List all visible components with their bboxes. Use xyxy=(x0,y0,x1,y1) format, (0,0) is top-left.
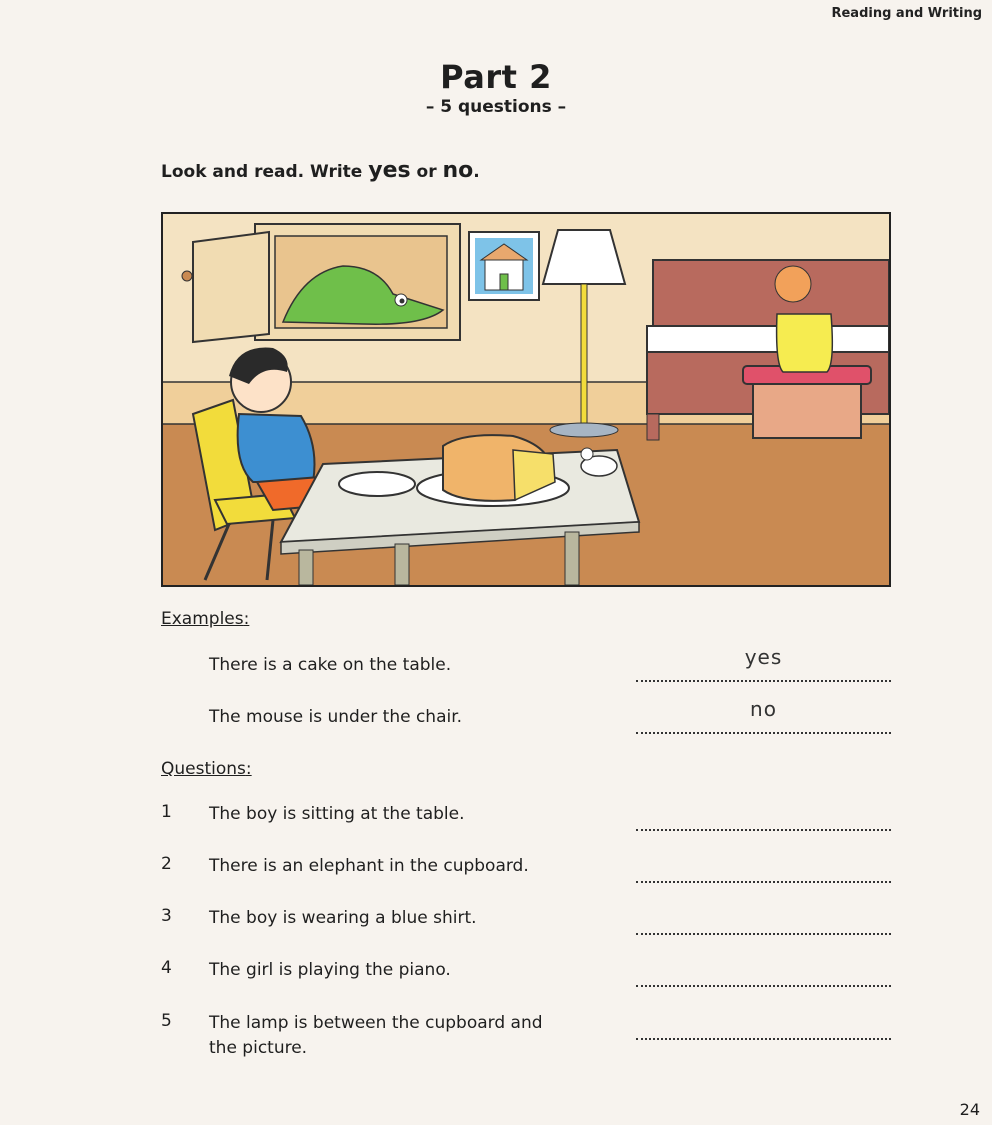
answer-field[interactable] xyxy=(636,1030,891,1040)
question-number: 5 xyxy=(161,1011,172,1031)
examples-label-text: Examples xyxy=(161,609,244,629)
example-answer: yes xyxy=(744,645,783,669)
example-row xyxy=(161,645,891,679)
answer-field[interactable] xyxy=(636,873,891,883)
part-title: Part 2 xyxy=(440,58,552,96)
instruction xyxy=(161,158,480,183)
question-row xyxy=(161,906,891,932)
question-number: 3 xyxy=(161,906,172,926)
question-text: The lamp is between the cupboard and the picture. xyxy=(209,1013,543,1058)
example-text: The mouse is under the chair. xyxy=(209,707,463,727)
questions-label-text: Questions xyxy=(161,759,246,779)
instruction-no-word: no xyxy=(442,158,474,183)
house-picture xyxy=(469,232,539,300)
examples-label: Examples: xyxy=(161,609,250,629)
question-row xyxy=(161,854,891,880)
answer-field[interactable] xyxy=(636,821,891,831)
question-number: 4 xyxy=(161,958,172,978)
question-row xyxy=(161,802,891,828)
question-text: The boy is sitting at the table. xyxy=(209,804,465,824)
page-number: 24 xyxy=(959,1100,980,1119)
question-number: 1 xyxy=(161,802,172,822)
example-answer-line xyxy=(636,672,891,682)
section-header: Reading and Writing xyxy=(831,6,982,21)
answer-field[interactable] xyxy=(636,925,891,935)
example-text: There is a cake on the table. xyxy=(209,655,452,675)
instruction-suffix: . xyxy=(473,162,480,182)
instruction-yes-word: yes xyxy=(368,158,411,183)
cupboard-with-crocodile xyxy=(182,224,460,342)
instruction-prefix: Look and read. Write xyxy=(161,162,369,182)
question-number: 2 xyxy=(161,854,172,874)
answer-field[interactable] xyxy=(636,977,891,987)
question-text: There is an elephant in the cupboard. xyxy=(209,856,529,876)
questions-label: Questions: xyxy=(161,759,252,779)
example-row xyxy=(161,697,891,731)
instruction-or-word: or xyxy=(410,162,443,182)
example-answer-line xyxy=(636,724,891,734)
question-text: The girl is playing the piano. xyxy=(209,960,451,980)
question-row xyxy=(161,958,891,984)
scene-illustration xyxy=(161,212,891,587)
question-text: The boy is wearing a blue shirt. xyxy=(209,908,477,928)
example-answer: no xyxy=(750,697,777,721)
question-row xyxy=(161,1011,891,1061)
part-subtitle: – 5 questions – xyxy=(425,97,567,117)
